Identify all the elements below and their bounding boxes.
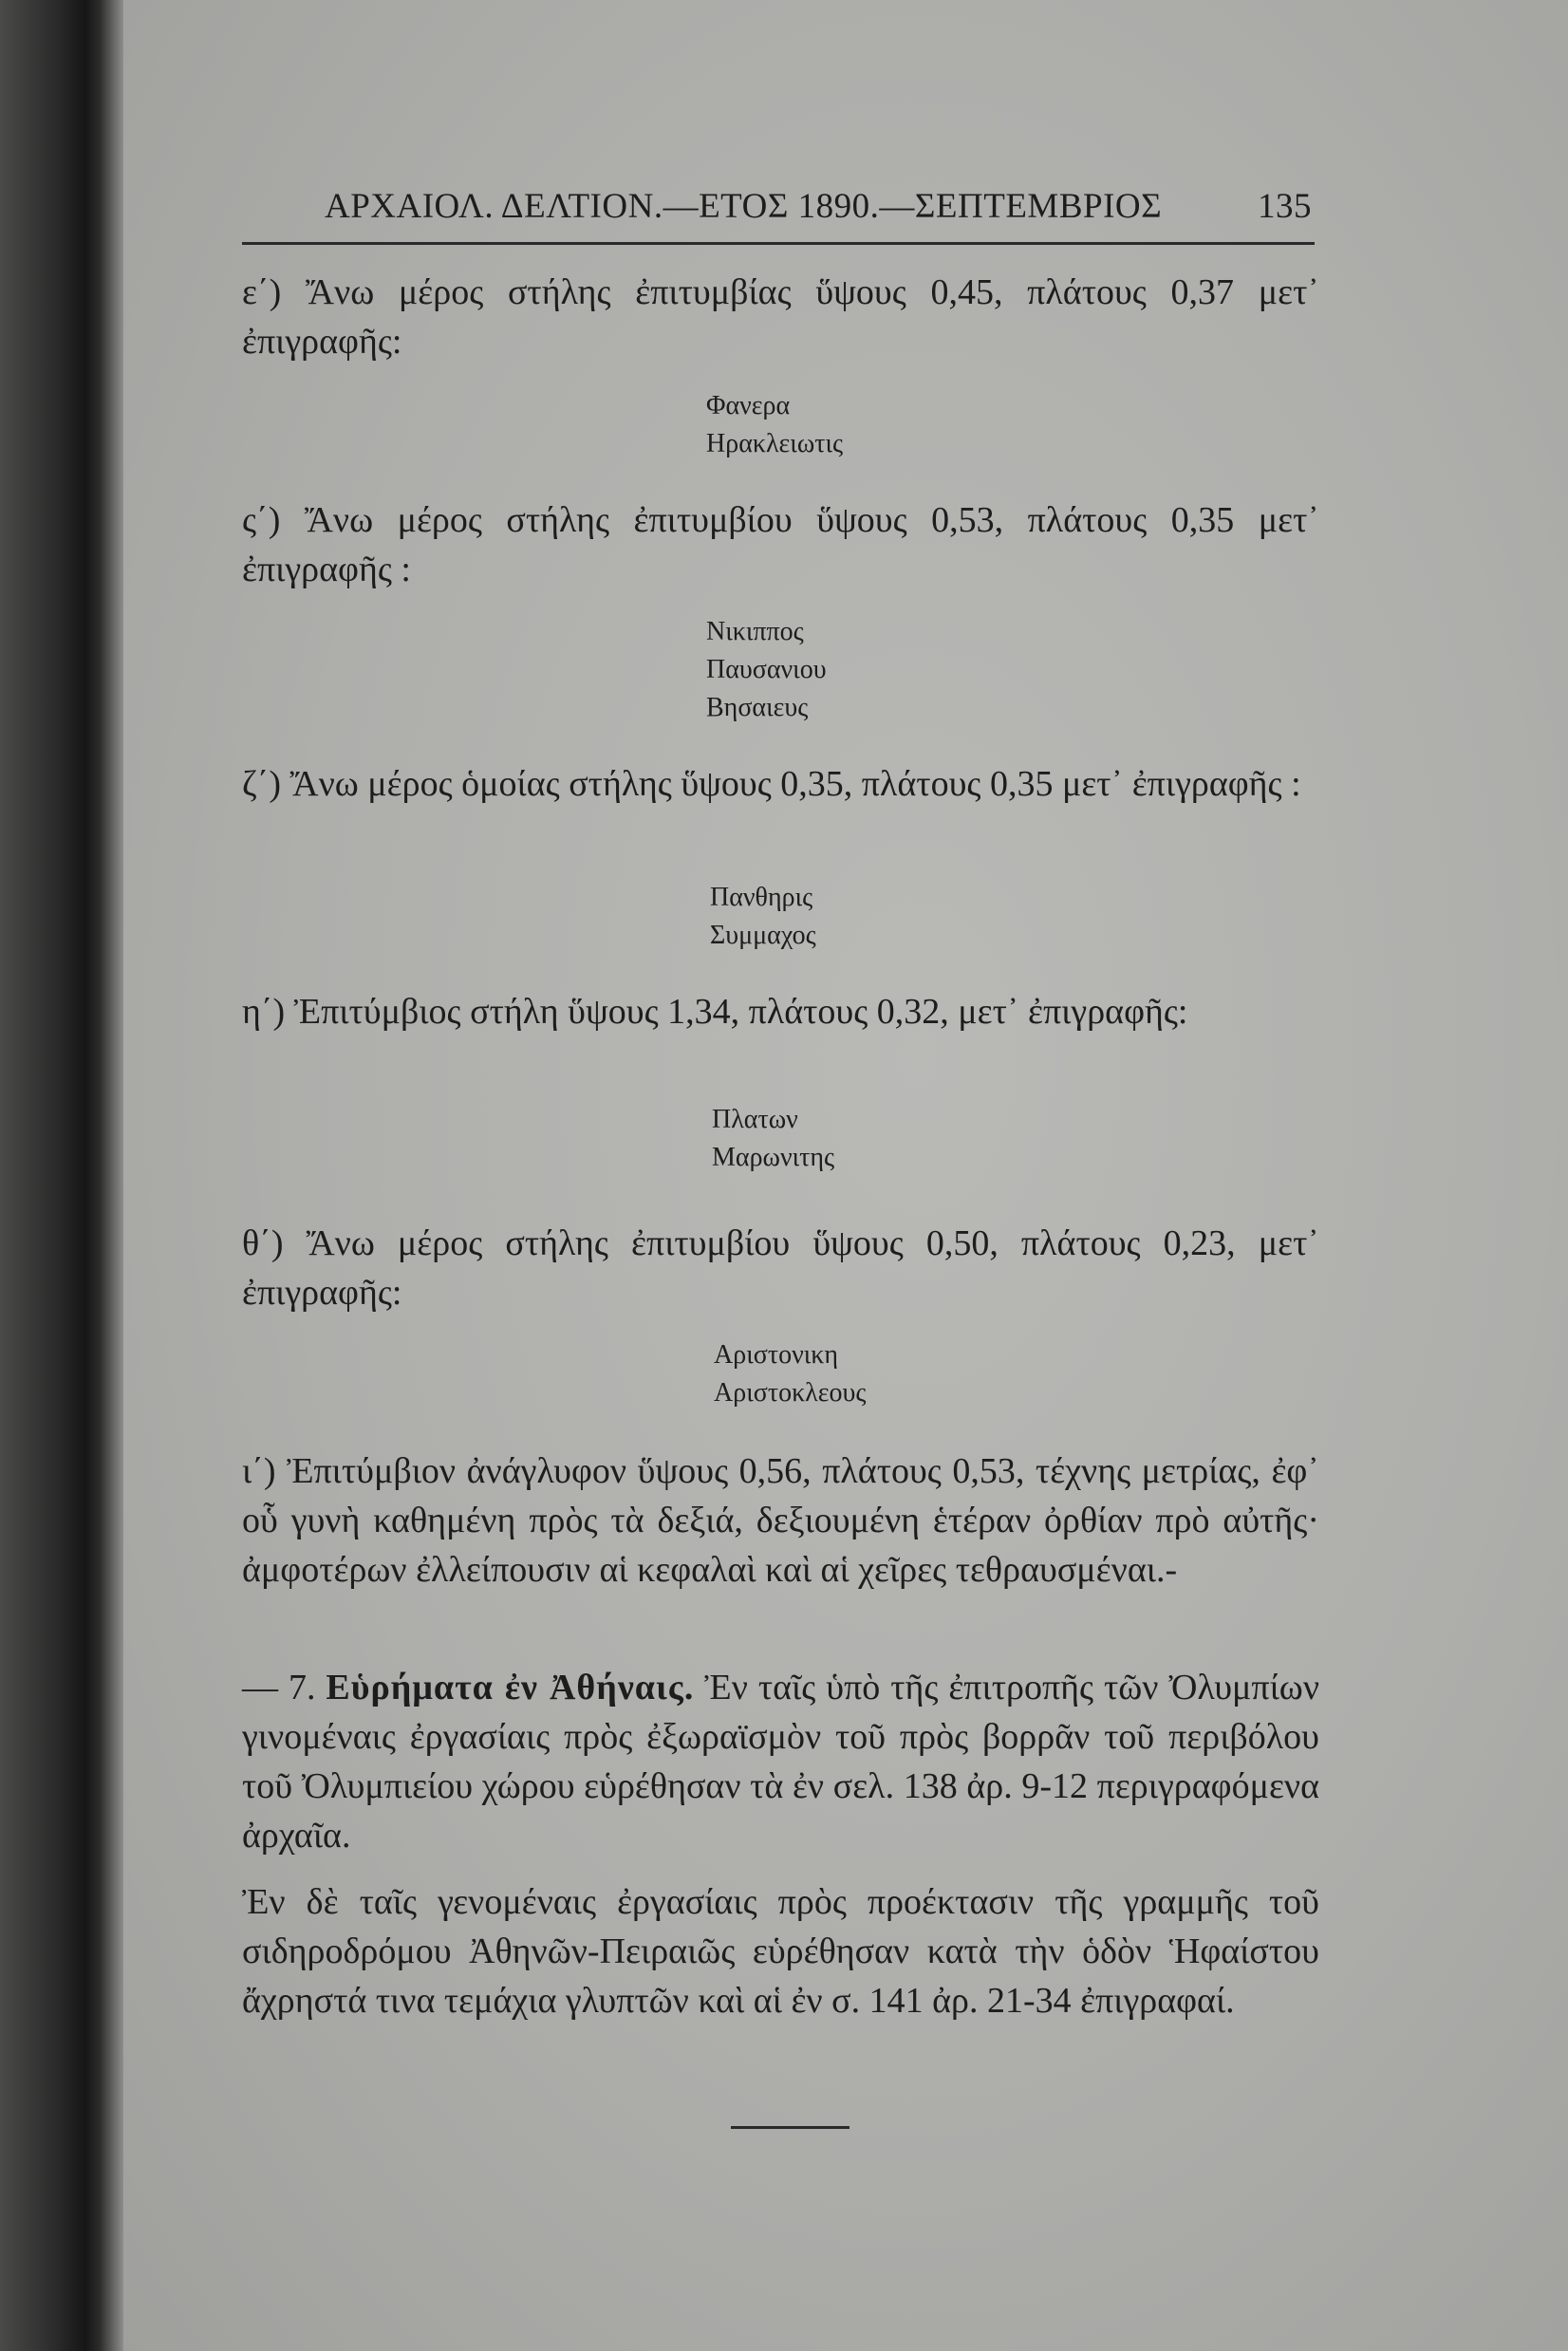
inscription-block <box>706 613 827 727</box>
inscription-line: Μαρωνιτης <box>712 1143 835 1172</box>
journal-title: ΑΡΧΑΙΟΛ. ΔΕΛΤΙΟΝ.—ΕΤΟΣ 1890.—ΣΕΠΤΕΜΒΡΙΟΣ <box>325 187 1163 226</box>
entry-paragraph: ε΄) Ἄνω μέρος στήλης ἐπιτυμβίας ὕψους 0,45, πλάτους 0,37 μετ᾽ ἐπιγραφῆς: <box>242 272 1319 362</box>
inscription-line: Συμμαχος <box>710 921 816 950</box>
entry-paragraph: θ΄) Ἄνω μέρος στήλης ἐπιτυμβίου ὕψους 0,50, πλάτους 0,23, μετ᾽ ἐπιγραφῆς: <box>242 1223 1319 1313</box>
inscription-line: Φανερα <box>706 391 791 420</box>
entry-paragraph: ι΄) Ἐπιτύμβιον ἀνάγλυφον ὕψους 0,56, πλάτους 0,53, τέχνης μετρίας, ἐφ᾽ οὗ γυνὴ καθημένη πρὸς τὰ δεξιά, δεξιουμένη ἑτέραν ὀρθίαν πρὸ αὐτῆς· ἀμφοτέρων ἐλλείπουσιν αἱ κεφαλαὶ καὶ αἱ χεῖρες τεθραυσμέναι.- <box>242 1451 1319 1590</box>
running-head <box>325 186 1312 233</box>
inscription-line: Αριστοκλεους <box>714 1378 867 1408</box>
inscription-block <box>712 1101 834 1177</box>
entry-paragraph: ς΄) Ἄνω μέρος στήλης ἐπιτυμβίου ὕψους 0,53, πλάτους 0,35 μετ᾽ ἐπιγραφῆς : <box>242 500 1319 589</box>
section-heading: Εὑρήματα ἐν Ἀθήναις. <box>326 1668 695 1707</box>
section-text: Ἐν ταῖς ὑπὸ τῆς ἐπιτροπῆς τῶν Ὀλυμπίων γινομέναις ἐργασίαις πρὸς ἐξωραϊσμὸν τοῦ πρὸς βορρᾶν τοῦ περιβόλου τοῦ Ὀλυμπιείου χώρου εὑρέθησαν τὰ ἐν σελ. 138 ἀρ. 9-12 περιγραφόμενα ἀρχαῖα. <box>242 1668 1320 1856</box>
entry-paragraph: η΄) Ἐπιτύμβιος στήλη ὕψους 1,34, πλάτους 0,32, μετ᾽ ἐπιγραφῆς: <box>242 992 1188 1032</box>
header-rule <box>242 242 1315 245</box>
end-rule <box>731 2126 849 2129</box>
inscription-block <box>714 1336 866 1412</box>
inscription-line: Παυσανιου <box>706 655 827 684</box>
section-7-paragraph <box>242 1663 1319 1860</box>
inscription-line: Πλατων <box>712 1105 798 1134</box>
inscription-line: Ηρακλειωτις <box>706 429 844 458</box>
book-spine-shadow <box>0 0 123 2351</box>
inscription-line: Πανθηρις <box>710 883 813 912</box>
page-number: 135 <box>1258 187 1312 226</box>
section-number: — 7. <box>242 1668 316 1707</box>
closing-paragraph: Ἐν δὲ ταῖς γενομέναις ἐργασίαις πρὸς προέκτασιν τῆς γραμμῆς τοῦ σιδηροδρόμου Ἀθηνῶν-Πειραιῶς εὑρέθησαν κατὰ τὴν ὁδὸν Ἡφαίστου ἄχρηστά τινα τεμάχια γλυπτῶν καὶ αἱ ἐν σ. 141 ἀρ. 21-34 ἐπιγραφαί. <box>242 1882 1319 2021</box>
entry-paragraph: ζ΄) Ἄνω μέρος ὁμοίας στήλης ὕψους 0,35, πλάτους 0,35 μετ᾽ ἐπιγραφῆς : <box>242 764 1301 804</box>
inscription-block <box>706 387 843 463</box>
inscription-line: Βησαιευς <box>706 693 809 722</box>
inscription-block <box>710 879 816 955</box>
inscription-line: Αριστονικη <box>714 1340 839 1370</box>
inscription-line: Νικιππος <box>706 617 804 646</box>
